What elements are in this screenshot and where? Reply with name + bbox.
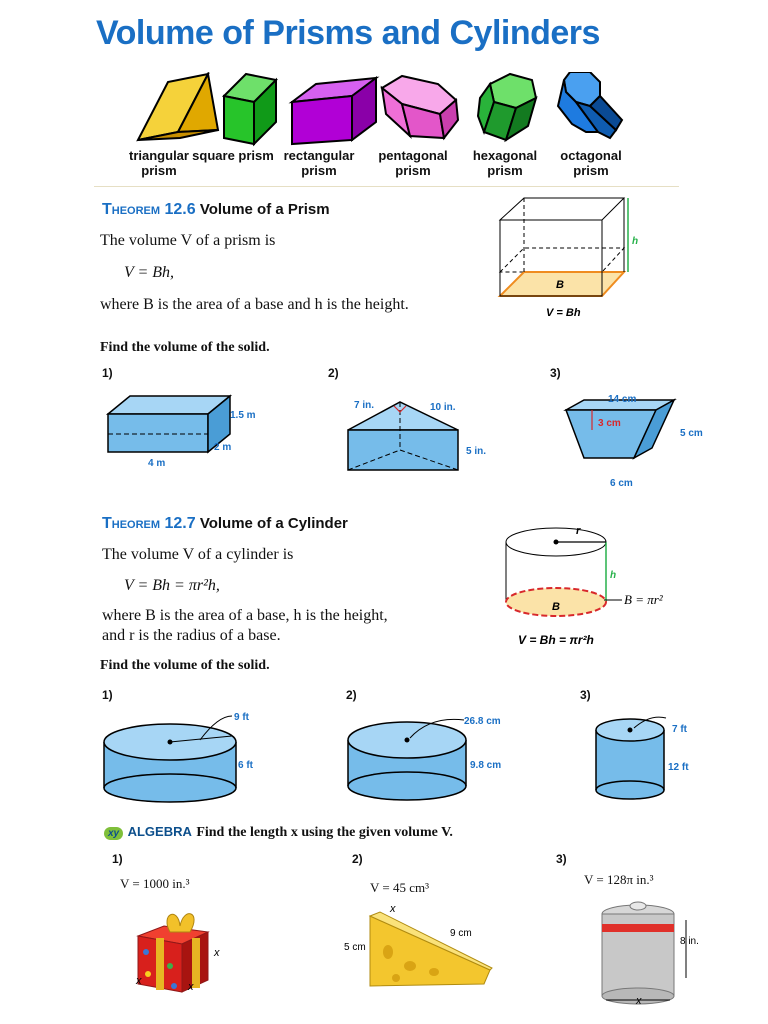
cylinder-problem-2-number: 2) bbox=[346, 688, 357, 702]
rectangular-prism-figure bbox=[292, 78, 376, 144]
prism-problem-2-number: 2) bbox=[328, 366, 339, 380]
cheese-length-label: 9 cm bbox=[450, 928, 472, 939]
cylinder-problem-2-figure bbox=[340, 710, 530, 806]
theorem-prism-line2: where B is the area of a base and h is the height. bbox=[100, 296, 409, 313]
algebra-instruction: Find the length x using the given volume V. bbox=[196, 825, 453, 840]
algebra-problem-1-number: 1) bbox=[112, 852, 123, 866]
prism3-bottom-label: 6 cm bbox=[610, 478, 633, 489]
section-divider bbox=[94, 186, 679, 187]
algebra-label: ALGEBRA bbox=[127, 824, 192, 839]
algebra-problem-2-volume: V = 45 cm³ bbox=[370, 880, 430, 895]
prism-fig-b-label: B bbox=[556, 279, 564, 291]
canister-figure bbox=[592, 894, 732, 1010]
prism1-height-label: 1.5 m bbox=[230, 410, 256, 421]
gift-x-label-bottom: x bbox=[188, 981, 194, 993]
algebra-problem-1-volume: V = 1000 in.³ bbox=[120, 876, 190, 891]
algebra-badge: xy bbox=[104, 827, 123, 840]
gift-x-label-left: x bbox=[136, 975, 142, 987]
prism-problem-1-figure bbox=[100, 384, 290, 474]
cheese-height-label: 5 cm bbox=[344, 942, 366, 953]
octagonal-prism-figure bbox=[558, 72, 622, 138]
algebra-problem-2-number: 2) bbox=[352, 852, 363, 866]
prism-gallery bbox=[120, 72, 640, 152]
prism-problem-3-figure bbox=[556, 390, 716, 490]
prism-problem-1-number: 1) bbox=[102, 366, 113, 380]
cylinder-problem-1-number: 1) bbox=[102, 688, 113, 702]
prism-problem-3-number: 3) bbox=[550, 366, 561, 380]
theorem-prism-heading bbox=[102, 201, 330, 219]
prism2-side2-label: 10 in. bbox=[430, 402, 456, 413]
theorem-prism-line1: The volume V of a prism is bbox=[100, 232, 276, 249]
cylinder-problem-3-figure bbox=[590, 710, 710, 810]
cylinder-fig-caption: V = Bh = πr²h bbox=[518, 633, 594, 647]
cylinder-fig-r-label: r bbox=[576, 525, 581, 537]
canister-height-label: 8 in. bbox=[680, 936, 699, 947]
theorem-cylinder-line1: The volume V of a cylinder is bbox=[102, 546, 294, 563]
prism-label-triangular: triangular prism bbox=[129, 148, 189, 178]
prism1-depth-label: 2 m bbox=[214, 442, 232, 453]
cylinder-problem-3-number: 3) bbox=[580, 688, 591, 702]
prism3-depth-label: 5 cm bbox=[680, 428, 703, 439]
algebra-problem-3-volume: V = 128π in.³ bbox=[584, 872, 654, 887]
algebra-problem-3-number: 3) bbox=[556, 852, 567, 866]
cyl3-height-label: 12 ft bbox=[668, 762, 689, 773]
theorem-cylinder-keyword: Theorem 12.7 bbox=[102, 515, 196, 532]
theorem-cylinder-line2: where B is the area of a base, h is the height, bbox=[102, 607, 388, 624]
prism2-side1-label: 7 in. bbox=[354, 400, 375, 411]
square-prism-figure bbox=[224, 74, 276, 144]
prism1-length-label: 4 m bbox=[148, 458, 166, 469]
algebra-heading bbox=[104, 823, 453, 841]
triangular-prism-figure bbox=[138, 74, 218, 140]
prism3-top-label: 14 cm bbox=[608, 394, 637, 405]
gift-x-label-right: x bbox=[214, 947, 220, 959]
prism-fig-h-label: h bbox=[632, 236, 639, 247]
cylinder-fig-h-label: h bbox=[610, 570, 617, 581]
prism-label-rectangular: rectangular prism bbox=[283, 148, 355, 178]
theorem-prism-formula: V = Bh, bbox=[124, 264, 175, 281]
prism-label-pentagonal: pentagonal prism bbox=[378, 148, 448, 178]
theorem-cylinder-name: Volume of a Cylinder bbox=[199, 515, 348, 532]
prism-theorem-figure bbox=[490, 196, 650, 326]
cyl2-height-label: 9.8 cm bbox=[470, 760, 502, 771]
cyl3-radius-label: 7 ft bbox=[672, 724, 687, 735]
prism-problem-2-figure bbox=[340, 392, 500, 478]
pentagonal-prism-figure bbox=[382, 76, 458, 138]
prism-label-octagonal: octagonal prism bbox=[560, 148, 622, 178]
theorem-prism-keyword: Theorem 12.6 bbox=[102, 201, 196, 218]
cyl2-radius-label: 26.8 cm bbox=[464, 716, 501, 727]
theorem-cylinder-formula: V = Bh = πr²h, bbox=[124, 577, 220, 594]
cylinder-problem-1-figure bbox=[100, 706, 270, 806]
cheese-figure bbox=[340, 900, 510, 1000]
prism3-height-label: 3 cm bbox=[598, 418, 621, 429]
theorem-prism-name: Volume of a Prism bbox=[199, 201, 330, 218]
gift-box-figure bbox=[120, 896, 230, 1006]
cyl1-radius-label: 9 ft bbox=[234, 712, 249, 723]
theorem-cylinder-line3: and r is the radius of a base. bbox=[102, 627, 281, 644]
find-prisms-heading: Find the volume of the solid. bbox=[100, 340, 270, 355]
prism-fig-caption: V = Bh bbox=[546, 307, 581, 319]
hexagonal-prism-figure bbox=[478, 74, 536, 140]
cheese-x-label: x bbox=[390, 903, 396, 915]
prism2-depth-label: 5 in. bbox=[466, 446, 487, 457]
page-title: Volume of Prisms and Cylinders bbox=[96, 14, 600, 52]
prism-label-hexagonal: hexagonal prism bbox=[472, 148, 538, 178]
cylinder-fig-b-label: B bbox=[552, 601, 560, 613]
cylinder-theorem-figure bbox=[500, 520, 700, 650]
find-cylinders-heading: Find the volume of the solid. bbox=[100, 658, 270, 673]
theorem-cylinder-heading bbox=[102, 515, 348, 533]
canister-x-label: x bbox=[636, 995, 642, 1007]
cyl1-height-label: 6 ft bbox=[238, 760, 253, 771]
prism-label-square: square prism bbox=[192, 148, 274, 163]
cylinder-fig-b-formula: B = πr² bbox=[624, 592, 663, 607]
